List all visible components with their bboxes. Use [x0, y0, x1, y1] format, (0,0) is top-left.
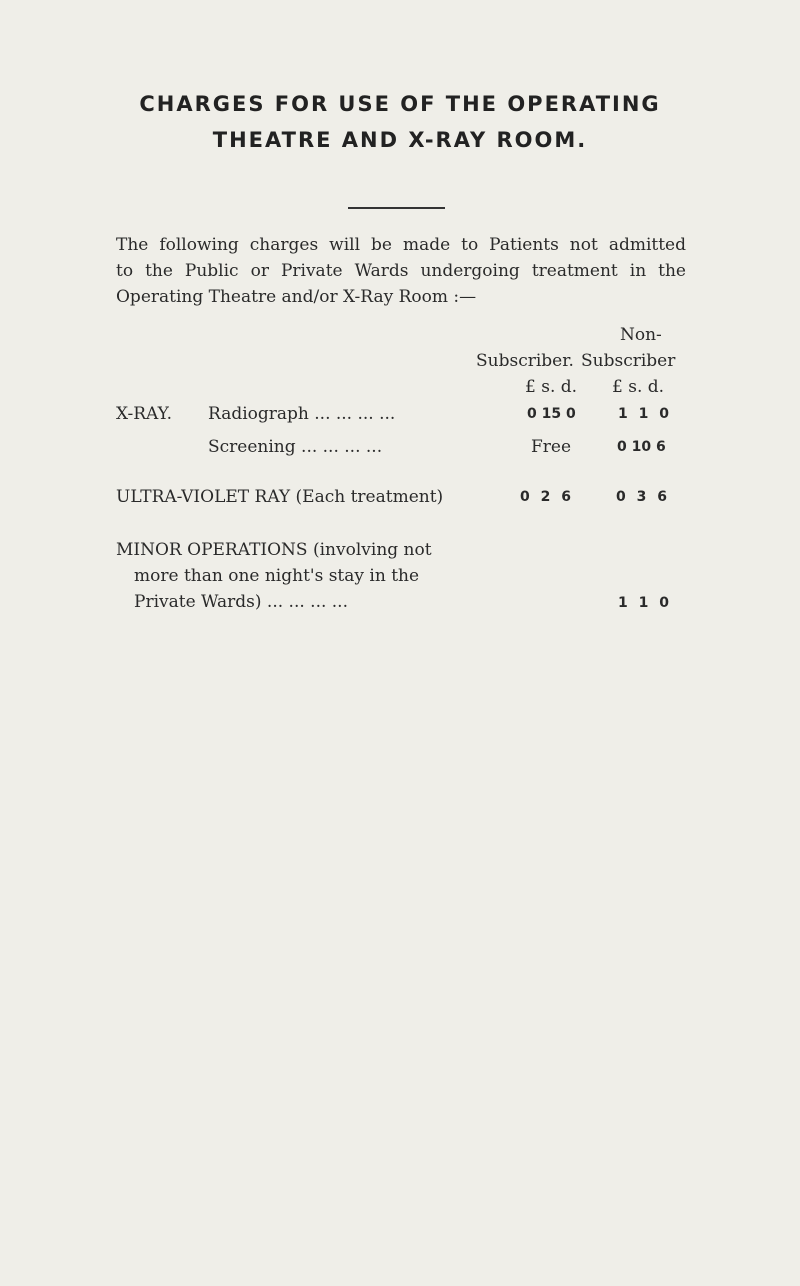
ultraviolet-non-subscriber: 0 3 6 [616, 489, 667, 505]
title-line-1: CHARGES FOR USE OF THE OPERATING [139, 92, 661, 116]
minor-line-3: Private Wards) ... ... ... ... [134, 592, 348, 612]
minor-line-1: MINOR OPERATIONS (involving not [116, 540, 432, 560]
minor-line-2: more than one night's stay in the [134, 566, 420, 586]
currency-non-subscriber: £ s. d. [612, 377, 665, 397]
minor-non-subscriber: 1 1 0 [618, 595, 669, 611]
ultraviolet-subscriber: 0 2 6 [520, 489, 571, 505]
divider [348, 207, 445, 209]
screening-non-subscriber: 0 10 6 [617, 439, 666, 455]
header-subscriber: Subscriber. [476, 351, 574, 371]
screening-subscriber: Free [531, 437, 572, 457]
currency-subscriber: £ s. d. [525, 377, 578, 397]
radiograph-non-subscriber: 1 1 0 [618, 406, 669, 422]
screening-label: Screening ... ... ... ... [208, 437, 383, 457]
intro-line-1: The following charges will be made to Patients not admitted [116, 235, 686, 255]
ultraviolet-label: ULTRA-VIOLET RAY (Each treatment) [116, 487, 444, 507]
intro-line-3: Operating Theatre and/or X-Ray Room :— [116, 287, 477, 307]
radiograph-subscriber: 0 15 0 [527, 406, 576, 422]
radiograph-label: Radiograph ... ... ... ... [208, 404, 396, 424]
intro-paragraph [116, 232, 686, 310]
xray-label: X-RAY. [116, 404, 173, 424]
header-non-subscriber: Subscriber [581, 351, 676, 371]
title-line-2: THEATRE AND X-RAY ROOM. [212, 128, 588, 152]
header-non: Non- [620, 325, 662, 345]
intro-line-2: to the Public or Private Wards undergoing treatment in the [116, 261, 686, 281]
